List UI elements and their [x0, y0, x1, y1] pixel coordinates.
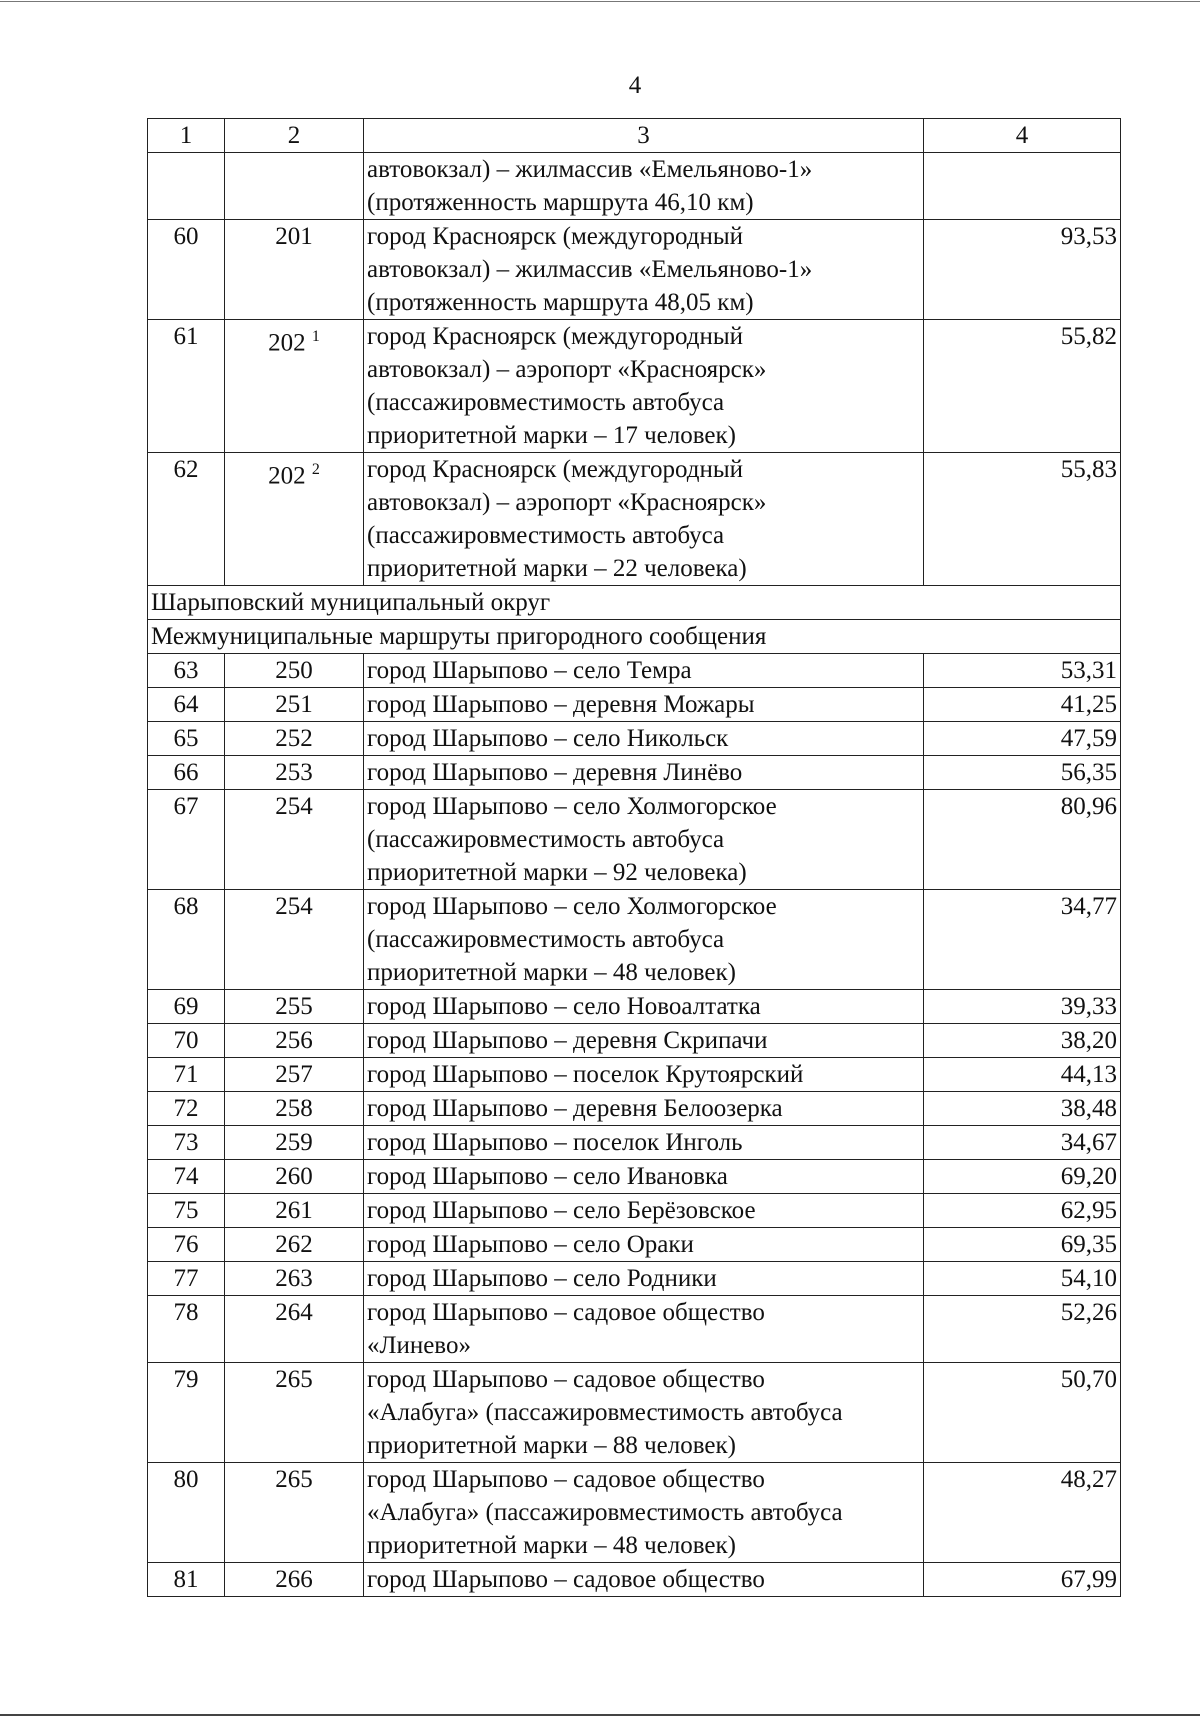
route-number: 202: [268, 462, 306, 490]
tariff-value: 52,26: [924, 1296, 1121, 1363]
route-description-line: город Шарыпово – село Холмогорское: [367, 893, 777, 920]
route-description-line: город Шарыпово – село Берёзовское: [367, 1197, 756, 1224]
route-number: 252: [275, 725, 313, 752]
route-number: 251: [275, 691, 313, 718]
table-row: [148, 453, 1121, 586]
route-description: [364, 1563, 924, 1597]
route-number-cell: [225, 1126, 364, 1160]
tariff-value: 38,48: [924, 1092, 1121, 1126]
route-number-cell: [225, 990, 364, 1024]
table-row: [148, 688, 1121, 722]
route-number-cell: [225, 220, 364, 320]
table-row: [148, 756, 1121, 790]
table-row: [148, 1228, 1121, 1262]
tariff-value: 69,35: [924, 1228, 1121, 1262]
route-description: [364, 1126, 924, 1160]
route-description-line: город Красноярск (междугородный: [367, 323, 744, 350]
route-number: 256: [275, 1027, 313, 1054]
route-number: 261: [275, 1197, 313, 1224]
route-description-line: (пассажировместимость автобуса: [367, 389, 725, 416]
header-col-4: 4: [924, 119, 1121, 153]
row-number: 78: [148, 1296, 225, 1363]
route-description: [364, 1160, 924, 1194]
tariff-table: [147, 118, 1121, 1597]
route-description-line: приоритетной марки – 48 человек): [367, 959, 736, 986]
subsection-title-row: [148, 620, 1121, 654]
scan-top-edge: [0, 1, 1200, 2]
route-description-line: приоритетной марки – 22 человека): [367, 555, 747, 582]
row-number: 69: [148, 990, 225, 1024]
row-number: 64: [148, 688, 225, 722]
route-description-line: город Красноярск (междугородный: [367, 456, 744, 483]
route-description-line: город Шарыпово – село Новоалтатка: [367, 993, 761, 1020]
row-number: 63: [148, 654, 225, 688]
route-description-line: автовокзал) – аэропорт «Красноярск»: [367, 356, 767, 383]
route-number: 266: [275, 1566, 313, 1593]
route-description-line: приоритетной марки – 48 человек): [367, 1532, 736, 1559]
route-number: 264: [275, 1299, 313, 1326]
row-number: 81: [148, 1563, 225, 1597]
route-number: 257: [275, 1061, 313, 1088]
table-row: [148, 1058, 1121, 1092]
route-description: [364, 153, 924, 220]
route-description: [364, 1024, 924, 1058]
row-number: 80: [148, 1463, 225, 1563]
header-col-1: 1: [148, 119, 225, 153]
table-row: [148, 990, 1121, 1024]
route-superscript: 2: [311, 461, 320, 478]
route-number-cell: [225, 320, 364, 453]
row-number: 79: [148, 1363, 225, 1463]
row-number: 77: [148, 1262, 225, 1296]
tariff-value: 38,20: [924, 1024, 1121, 1058]
route-number-cell: [225, 153, 364, 220]
tariff-value: 56,35: [924, 756, 1121, 790]
table-row: [148, 890, 1121, 990]
route-description-line: город Шарыпово – село Темра: [367, 657, 692, 684]
route-description-line: город Шарыпово – деревня Линёво: [367, 759, 743, 786]
tariff-value: 34,67: [924, 1126, 1121, 1160]
route-number: 263: [275, 1265, 313, 1292]
route-number-cell: [225, 1092, 364, 1126]
tariff-value: 80,96: [924, 790, 1121, 890]
route-description: [364, 654, 924, 688]
route-number-cell: [225, 1228, 364, 1262]
route-number-cell: [225, 1463, 364, 1563]
header-col-2: 2: [225, 119, 364, 153]
route-description-line: «Линево»: [367, 1332, 471, 1359]
tariff-value: 34,77: [924, 890, 1121, 990]
route-description: [364, 320, 924, 453]
route-number-cell: [225, 1563, 364, 1597]
table-row: [148, 654, 1121, 688]
route-description-line: «Алабуга» (пассажировместимость автобуса: [367, 1399, 843, 1426]
scan-bottom-edge: [0, 1714, 1200, 1716]
tariff-value: 55,82: [924, 320, 1121, 453]
route-description: [364, 453, 924, 586]
route-description-line: город Шарыпово – село Родники: [367, 1265, 717, 1292]
tariff-value: 39,33: [924, 990, 1121, 1024]
row-number: 76: [148, 1228, 225, 1262]
route-number-cell: [225, 1262, 364, 1296]
row-number: 74: [148, 1160, 225, 1194]
route-description-line: город Шарыпово – село Ивановка: [367, 1163, 728, 1190]
route-description-line: приоритетной марки – 92 человека): [367, 859, 747, 886]
row-number: [148, 153, 225, 220]
table-row: [148, 1194, 1121, 1228]
route-description-line: автовокзал) – жилмассив «Емельяново-1»: [367, 156, 813, 183]
table-row: [148, 1024, 1121, 1058]
table-row: [148, 220, 1121, 320]
tariff-value: 69,20: [924, 1160, 1121, 1194]
route-description-line: автовокзал) – жилмассив «Емельяново-1»: [367, 256, 813, 283]
route-number-cell: [225, 1363, 364, 1463]
route-number-cell: [225, 1296, 364, 1363]
section-title-row: [148, 586, 1121, 620]
route-number-cell: [225, 1024, 364, 1058]
table-row: [148, 722, 1121, 756]
row-number: 67: [148, 790, 225, 890]
tariff-value: 62,95: [924, 1194, 1121, 1228]
table-row: [148, 1262, 1121, 1296]
route-description: [364, 1296, 924, 1363]
table-header-row: [148, 119, 1121, 153]
tariff-value: 44,13: [924, 1058, 1121, 1092]
row-number: 73: [148, 1126, 225, 1160]
row-number: 61: [148, 320, 225, 453]
row-number: 62: [148, 453, 225, 586]
route-description: [364, 1363, 924, 1463]
route-description-line: (протяженность маршрута 46,10 км): [367, 189, 754, 216]
route-description-line: приоритетной марки – 88 человек): [367, 1432, 736, 1459]
table-row: [148, 1563, 1121, 1597]
route-number-cell: [225, 756, 364, 790]
route-description-line: (пассажировместимость автобуса: [367, 826, 725, 853]
route-number: 202: [268, 329, 306, 357]
route-number-cell: [225, 890, 364, 990]
header-col-3: 3: [364, 119, 924, 153]
route-description-line: город Шарыпово – деревня Скрипачи: [367, 1027, 768, 1054]
table-row: [148, 1363, 1121, 1463]
table-row: [148, 790, 1121, 890]
route-number-cell: [225, 790, 364, 890]
table-row: [148, 1092, 1121, 1126]
tariff-value: 50,70: [924, 1363, 1121, 1463]
route-number: 258: [275, 1095, 313, 1122]
tariff-table-container: [147, 118, 1120, 1597]
row-number: 60: [148, 220, 225, 320]
table-row: [148, 320, 1121, 453]
route-number: 250: [275, 657, 313, 684]
route-number: 254: [275, 793, 313, 820]
route-description-line: (протяженность маршрута 48,05 км): [367, 289, 754, 316]
route-description: [364, 1463, 924, 1563]
route-number: 253: [275, 759, 313, 786]
tariff-value: 93,53: [924, 220, 1121, 320]
route-description: [364, 688, 924, 722]
route-description-line: «Алабуга» (пассажировместимость автобуса: [367, 1499, 843, 1526]
route-description: [364, 220, 924, 320]
route-number: 259: [275, 1129, 313, 1156]
tariff-value: 67,99: [924, 1563, 1121, 1597]
route-description: [364, 722, 924, 756]
route-description-line: (пассажировместимость автобуса: [367, 926, 725, 953]
table-row: [148, 153, 1121, 220]
tariff-value: 53,31: [924, 654, 1121, 688]
route-description: [364, 1194, 924, 1228]
route-description: [364, 756, 924, 790]
route-description-line: город Красноярск (междугородный: [367, 223, 744, 250]
row-number: 75: [148, 1194, 225, 1228]
row-number: 66: [148, 756, 225, 790]
route-description-line: город Шарыпово – садовое общество: [367, 1299, 765, 1326]
route-description: [364, 1092, 924, 1126]
route-description-line: город Шарыпово – село Ораки: [367, 1231, 694, 1258]
route-description-line: город Шарыпово – садовое общество: [367, 1466, 765, 1493]
route-description-line: город Шарыпово – садовое общество: [367, 1366, 765, 1393]
route-number-cell: [225, 1160, 364, 1194]
table-row: [148, 1126, 1121, 1160]
route-description-line: город Шарыпово – село Холмогорское: [367, 793, 777, 820]
route-description-line: автовокзал) – аэропорт «Красноярск»: [367, 489, 767, 516]
route-description-line: приоритетной марки – 17 человек): [367, 422, 736, 449]
row-number: 70: [148, 1024, 225, 1058]
route-description-line: город Шарыпово – садовое общество: [367, 1566, 765, 1593]
page-number: 4: [628, 72, 642, 99]
route-description: [364, 890, 924, 990]
route-number-cell: [225, 688, 364, 722]
row-number: 68: [148, 890, 225, 990]
table-row: [148, 1463, 1121, 1563]
route-description-line: (пассажировместимость автобуса: [367, 522, 725, 549]
tariff-value: 41,25: [924, 688, 1121, 722]
row-number: 65: [148, 722, 225, 756]
table-row: [148, 1160, 1121, 1194]
row-number: 71: [148, 1058, 225, 1092]
route-number: 260: [275, 1163, 313, 1190]
route-description: [364, 1228, 924, 1262]
route-number: 255: [275, 993, 313, 1020]
route-number-cell: [225, 1194, 364, 1228]
route-description-line: город Шарыпово – поселок Крутоярский: [367, 1061, 804, 1088]
route-description: [364, 1262, 924, 1296]
tariff-value: 55,83: [924, 453, 1121, 586]
route-number: 201: [275, 223, 313, 250]
route-description-line: город Шарыпово – село Никольск: [367, 725, 729, 752]
route-superscript: 1: [311, 328, 320, 345]
tariff-value: [924, 153, 1121, 220]
route-number: 254: [275, 893, 313, 920]
route-number-cell: [225, 654, 364, 688]
tariff-value: 54,10: [924, 1262, 1121, 1296]
route-description-line: город Шарыпово – поселок Инголь: [367, 1129, 743, 1156]
route-number-cell: [225, 722, 364, 756]
route-number: 265: [275, 1466, 313, 1493]
subsection-title: Межмуниципальные маршруты пригородного сообщения: [148, 620, 1121, 654]
route-description: [364, 1058, 924, 1092]
tariff-value: 48,27: [924, 1463, 1121, 1563]
tariff-value: 47,59: [924, 722, 1121, 756]
route-description-line: город Шарыпово – деревня Белоозерка: [367, 1095, 783, 1122]
row-number: 72: [148, 1092, 225, 1126]
route-number: 262: [275, 1231, 313, 1258]
route-description-line: город Шарыпово – деревня Можары: [367, 691, 755, 718]
route-number-cell: [225, 453, 364, 586]
route-number: 265: [275, 1366, 313, 1393]
section-title: Шарыповский муниципальный округ: [148, 586, 1121, 620]
table-row: [148, 1296, 1121, 1363]
route-description: [364, 790, 924, 890]
route-number-cell: [225, 1058, 364, 1092]
route-description: [364, 990, 924, 1024]
